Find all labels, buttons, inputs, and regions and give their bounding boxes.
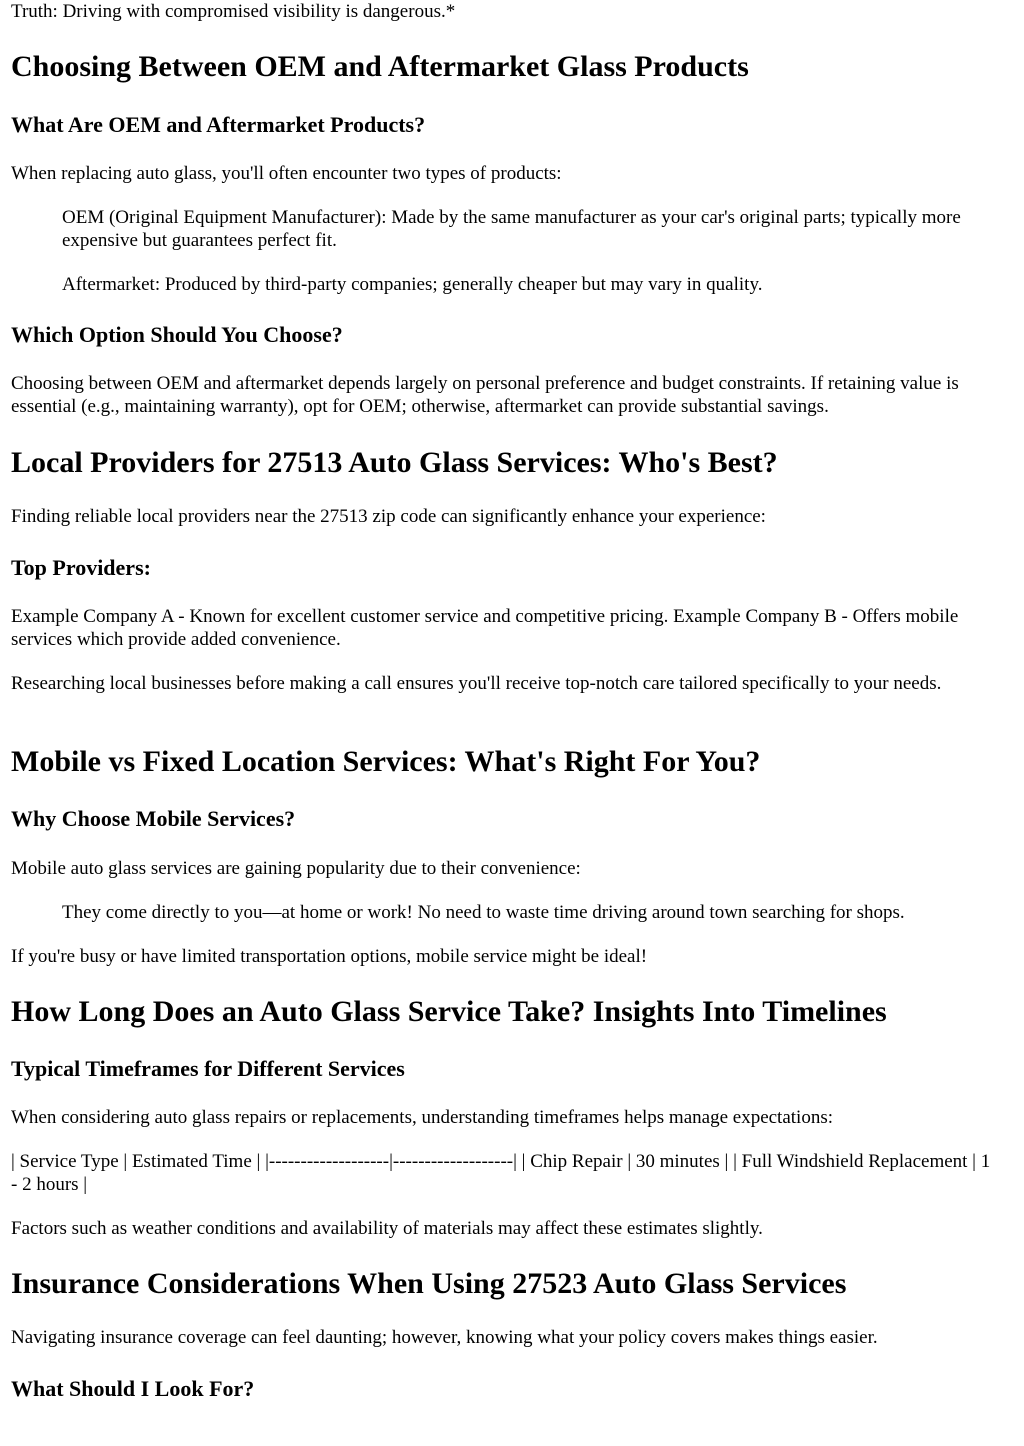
mobile-section-heading: Mobile vs Fixed Location Services: What's Right For You? xyxy=(11,745,761,778)
time-intro: When considering auto glass repairs or replacements, understanding timeframes helps manage expectations: xyxy=(11,1107,834,1128)
oem-section-heading: Choosing Between OEM and Aftermarket Glass Products xyxy=(11,50,749,83)
oem-item-aftermarket: Aftermarket: Produced by third-party companies; generally cheaper but may vary in quality. xyxy=(62,274,763,295)
time-section-heading: How Long Does an Auto Glass Service Take? Insights Into Timelines xyxy=(11,995,887,1028)
oem-which-heading: Which Option Should You Choose? xyxy=(11,322,343,347)
mobile-item: They come directly to you—at home or work! No need to waste time driving around town searching for shops. xyxy=(62,902,905,923)
insurance-look-heading: What Should I Look For? xyxy=(11,1376,255,1401)
local-intro: Finding reliable local providers near the 27513 zip code can significantly enhance your experience: xyxy=(11,506,766,527)
insurance-intro: Navigating insurance coverage can feel daunting; however, knowing what your policy covers makes things easier. xyxy=(11,1327,878,1348)
mobile-closing: If you're busy or have limited transportation options, mobile service might be ideal! xyxy=(11,946,648,967)
mobile-why-heading: Why Choose Mobile Services? xyxy=(11,806,296,831)
mobile-why-intro: Mobile auto glass services are gaining popularity due to their convenience: xyxy=(11,858,581,879)
time-factors: Factors such as weather conditions and availability of materials may affect these estimates slightly. xyxy=(11,1218,763,1239)
oem-what-heading: What Are OEM and Aftermarket Products? xyxy=(11,112,426,137)
oem-which-text: Choosing between OEM and aftermarket depends largely on personal preference and budget constraints. If retaining value is essential (e.g., maintaining warranty), opt for OEM; otherwise, aftermarket can provide substantial savings. xyxy=(11,373,959,417)
truth-line: Truth: Driving with compromised visibility is dangerous.* xyxy=(11,1,456,22)
oem-what-intro: When replacing auto glass, you'll often encounter two types of products: xyxy=(11,163,562,184)
local-section-heading: Local Providers for 27513 Auto Glass Services: Who's Best? xyxy=(11,446,778,479)
time-table-text: | Service Type | Estimated Time | |-------------------|-------------------| | Chip Repair | 30 minutes | | Full Windshield Replacement | 1 - 2 hours | xyxy=(11,1151,991,1195)
oem-item-oem: OEM (Original Equipment Manufacturer): Made by the same manufacturer as your car's original parts; typically more expensive but guarantees perfect fit. xyxy=(62,207,961,251)
local-top-heading: Top Providers: xyxy=(11,555,151,580)
insurance-section-heading: Insurance Considerations When Using 27523 Auto Glass Services xyxy=(11,1267,847,1300)
time-typical-heading: Typical Timeframes for Different Services xyxy=(11,1056,405,1081)
local-top-text: Example Company A - Known for excellent customer service and competitive pricing. Example Company B - Offers mobile services which provide added convenience. xyxy=(11,606,959,650)
local-research-text: Researching local businesses before making a call ensures you'll receive top-notch care tailored specifically to your needs. xyxy=(11,673,942,694)
